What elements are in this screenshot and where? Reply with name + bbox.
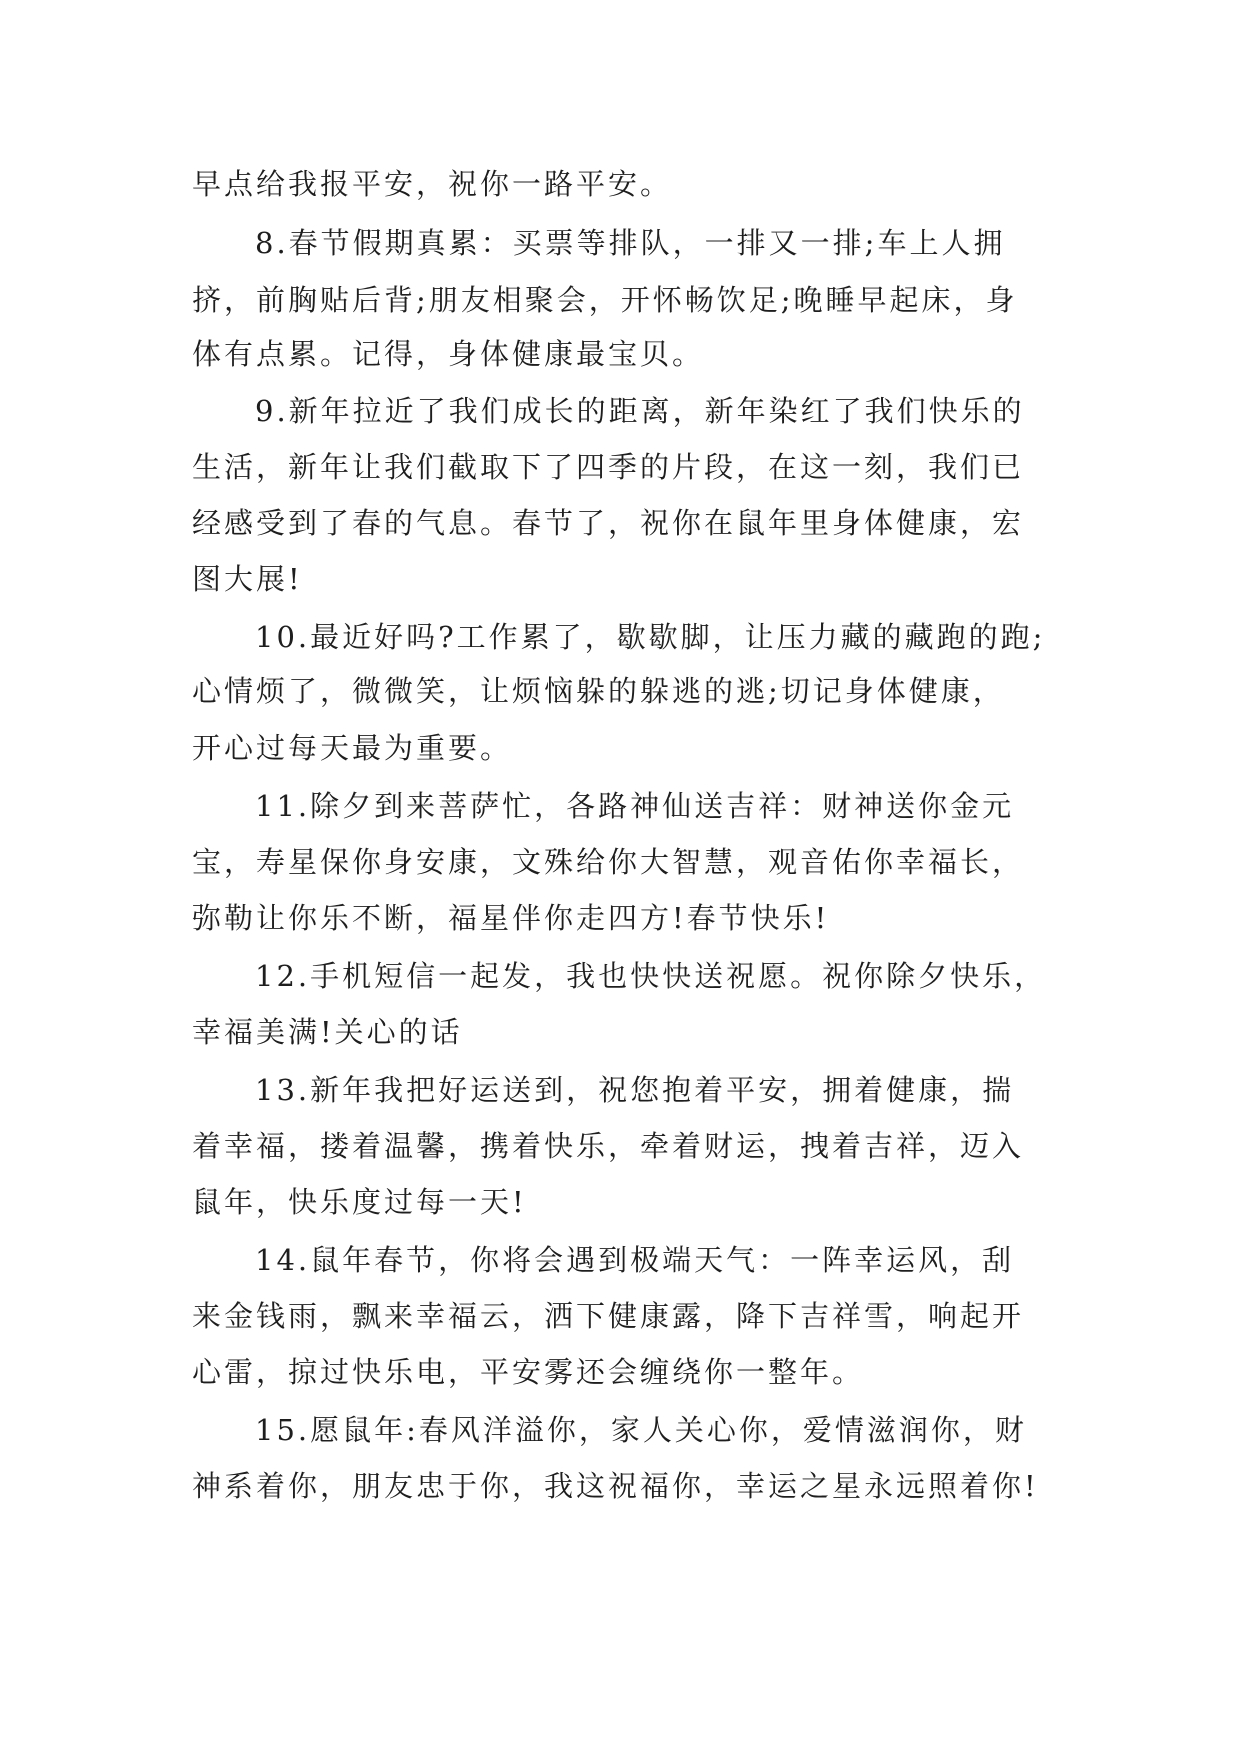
text-line: 图大展!	[192, 562, 303, 596]
text-line: 开心过每天最为重要。	[192, 731, 513, 765]
text-line: 挤，前胸贴后背;朋友相聚会，开怀畅饮足;晚睡早起床，身	[192, 283, 1018, 317]
paragraph-12-first-line: 12.手机短信一起发，我也快快送祝愿。祝你除夕快乐，	[255, 959, 1047, 993]
text-line: 弥勒让你乐不断，福星伴你走四方!春节快乐!	[192, 901, 830, 935]
text-line: 鼠年，快乐度过每一天!	[192, 1185, 527, 1219]
paragraph-13-first-line: 13.新年我把好运送到，祝您抱着平安，拥着健康，揣	[255, 1073, 1015, 1107]
paragraph-9-first-line: 9.新年拉近了我们成长的距离，新年染红了我们快乐的	[255, 394, 1025, 428]
text-line: 早点给我报平安，祝你一路平安。	[192, 167, 673, 201]
paragraph-10-first-line: 10.最近好吗?工作累了，歇歇脚，让压力藏的藏跑的跑;	[255, 620, 1046, 654]
text-line: 宝，寿星保你身安康，文殊给你大智慧，观音佑你幸福长，	[192, 845, 1025, 879]
text-line: 来金钱雨，飘来幸福云，洒下健康露，降下吉祥雪，响起开	[192, 1299, 1025, 1333]
text-line: 体有点累。记得，身体健康最宝贝。	[192, 337, 705, 371]
paragraph-11-first-line: 11.除夕到来菩萨忙，各路神仙送吉祥：财神送你金元	[255, 789, 1015, 823]
paragraph-8-first-line: 8.春节假期真累：买票等排队，一排又一排;车上人拥	[255, 226, 1006, 260]
text-line: 着幸福，搂着温馨，携着快乐，牵着财运，拽着吉祥，迈入	[192, 1129, 1025, 1163]
paragraph-14-first-line: 14.鼠年春节，你将会遇到极端天气：一阵幸运风，刮	[255, 1243, 1015, 1277]
text-line: 生活，新年让我们截取下了四季的片段，在这一刻，我们已	[192, 450, 1025, 484]
text-line: 经感受到了春的气息。春节了，祝你在鼠年里身体健康，宏	[192, 506, 1025, 540]
text-line: 心情烦了，微微笑，让烦恼躲的躲逃的逃;切记身体健康，	[192, 674, 1005, 708]
text-line: 心雷，掠过快乐电，平安雾还会缠绕你一整年。	[192, 1355, 865, 1389]
text-line: 幸福美满!关心的话	[192, 1015, 463, 1049]
text-line: 神系着你，朋友忠于你，我这祝福你，幸运之星永远照着你!	[192, 1469, 1039, 1503]
paragraph-15-first-line: 15.愿鼠年:春风洋溢你，家人关心你，爱情滋润你，财	[255, 1413, 1027, 1447]
